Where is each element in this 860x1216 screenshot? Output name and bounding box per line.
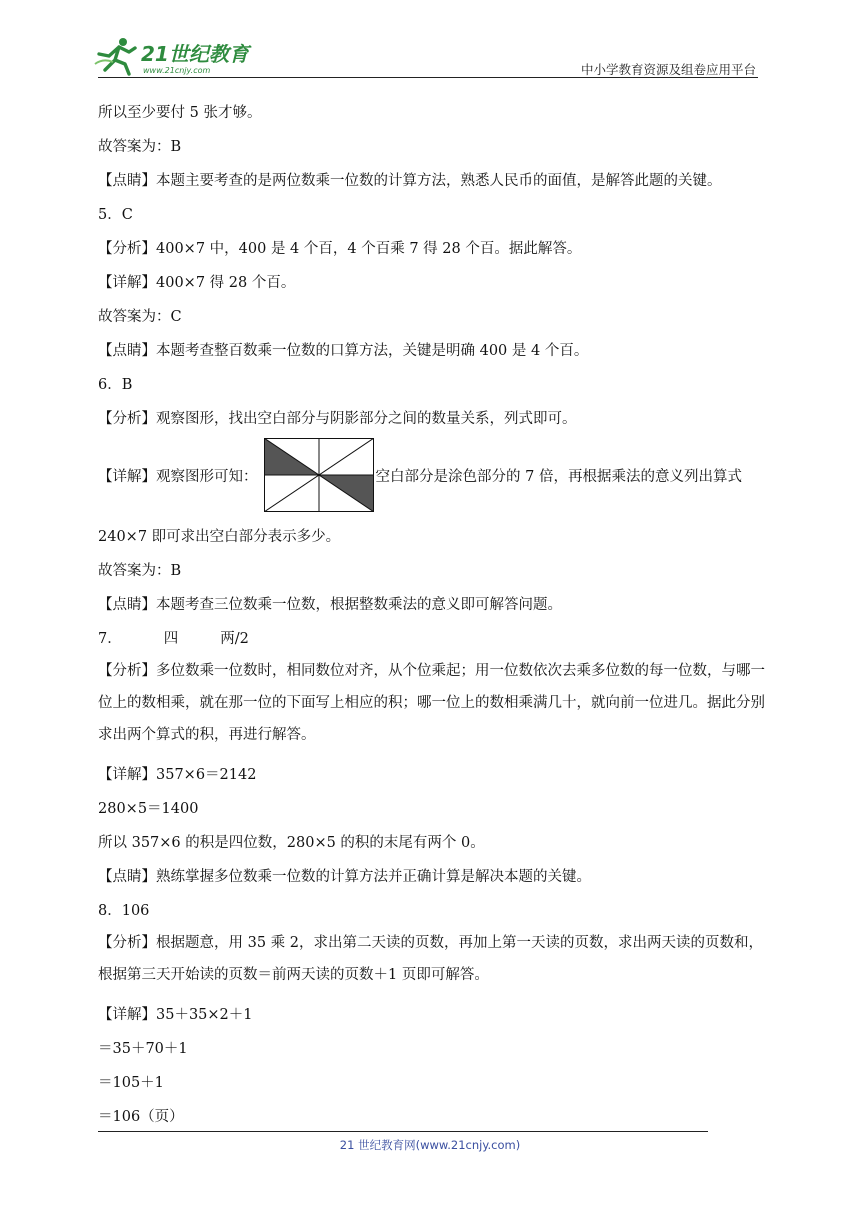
- text-line: 【分析】400×7 中，400 是 4 个百，4 个百乘 7 得 28 个百。据此解答。: [98, 241, 582, 257]
- text-line: 故答案为：C: [98, 309, 182, 325]
- svg-text:www.21cnjy.com: www.21cnjy.com: [143, 66, 211, 75]
- runner-icon: [95, 38, 135, 74]
- text-line: 【详解】35＋35×2＋1: [98, 1007, 253, 1023]
- site-logo: [93, 34, 258, 78]
- answer-content: [98, 103, 768, 1127]
- text-line: 【点睛】本题考查三位数乘一位数，根据整数乘法的意义即可解答问题。: [98, 597, 562, 613]
- analysis-paragraph: 【分析】多位数乘一位数时，相同数位对齐，从个位乘起；用一位数依次去乘多位数的每一位数，与哪一位上的数相乘，就在那一位的下面写上相应的积；哪一位上的数相乘满几十，就向前一位进几。据此分别求出两个算式的积，再进行解答。: [98, 663, 765, 743]
- answer-blank-1: 四: [163, 631, 179, 647]
- text-line: 【详解】400×7 得 28 个百。: [98, 275, 296, 291]
- text-line: 【分析】观察图形，找出空白部分与阴影部分之间的数量关系，列式即可。: [98, 411, 577, 427]
- question-number: 5．C: [98, 207, 133, 223]
- question-number: 8．106: [98, 903, 150, 919]
- text-after-figure: 空白部分是涂色部分的 7 倍，再根据乘法的意义列出算式: [375, 468, 742, 485]
- page-header: [0, 0, 860, 80]
- text-line: 【点睛】本题主要考查的是两位数乘一位数的计算方法，熟悉人民币的面值，是解答此题的关键。: [98, 173, 722, 189]
- text-before-figure: 【详解】观察图形可知：: [98, 468, 258, 485]
- footer-divider: [98, 1131, 708, 1132]
- svg-text:21世纪教育: 21世纪教育: [141, 42, 249, 66]
- text-line: 240×7 即可求出空白部分表示多少。: [98, 529, 341, 545]
- text-line: 【点睛】熟练掌握多位数乘一位数的计算方法并正确计算是解决本题的关键。: [98, 869, 591, 885]
- header-divider: [98, 77, 758, 78]
- answer-blank-2: 两/2: [220, 631, 249, 647]
- rectangle-figure: [264, 438, 374, 512]
- question-number: 7．: [98, 631, 122, 647]
- figure-line: [98, 437, 768, 513]
- text-line: ＝105＋1: [98, 1075, 164, 1091]
- text-line: 所以至少要付 5 张才够。: [98, 105, 262, 121]
- text-line: 【详解】357×6＝2142: [98, 767, 257, 783]
- footer-text: 21 世纪教育网(www.21cnjy.com): [339, 1138, 521, 1152]
- question-7-answer: [98, 629, 768, 649]
- question-number: 6．B: [98, 377, 133, 393]
- analysis-paragraph: 【分析】根据题意，用 35 乘 2，求出第二天读的页数，再加上第一天读的页数，求出两天读的页数和，根据第三天开始读的页数＝前两天读的页数＋1 页即可解答。: [98, 935, 763, 983]
- platform-title: 中小学教育资源及组卷应用平台: [580, 62, 756, 77]
- text-line: ＝106（页）: [98, 1109, 184, 1125]
- text-line: 所以 357×6 的积是四位数，280×5 的积的末尾有两个 0。: [98, 835, 485, 851]
- text-line: 故答案为：B: [98, 139, 182, 155]
- text-line: ＝35＋70＋1: [98, 1041, 188, 1057]
- text-line: 故答案为：B: [98, 563, 182, 579]
- text-line: 280×5＝1400: [98, 801, 199, 817]
- text-line: 【点睛】本题考查整百数乘一位数的口算方法，关键是明确 400 是 4 个百。: [98, 343, 589, 359]
